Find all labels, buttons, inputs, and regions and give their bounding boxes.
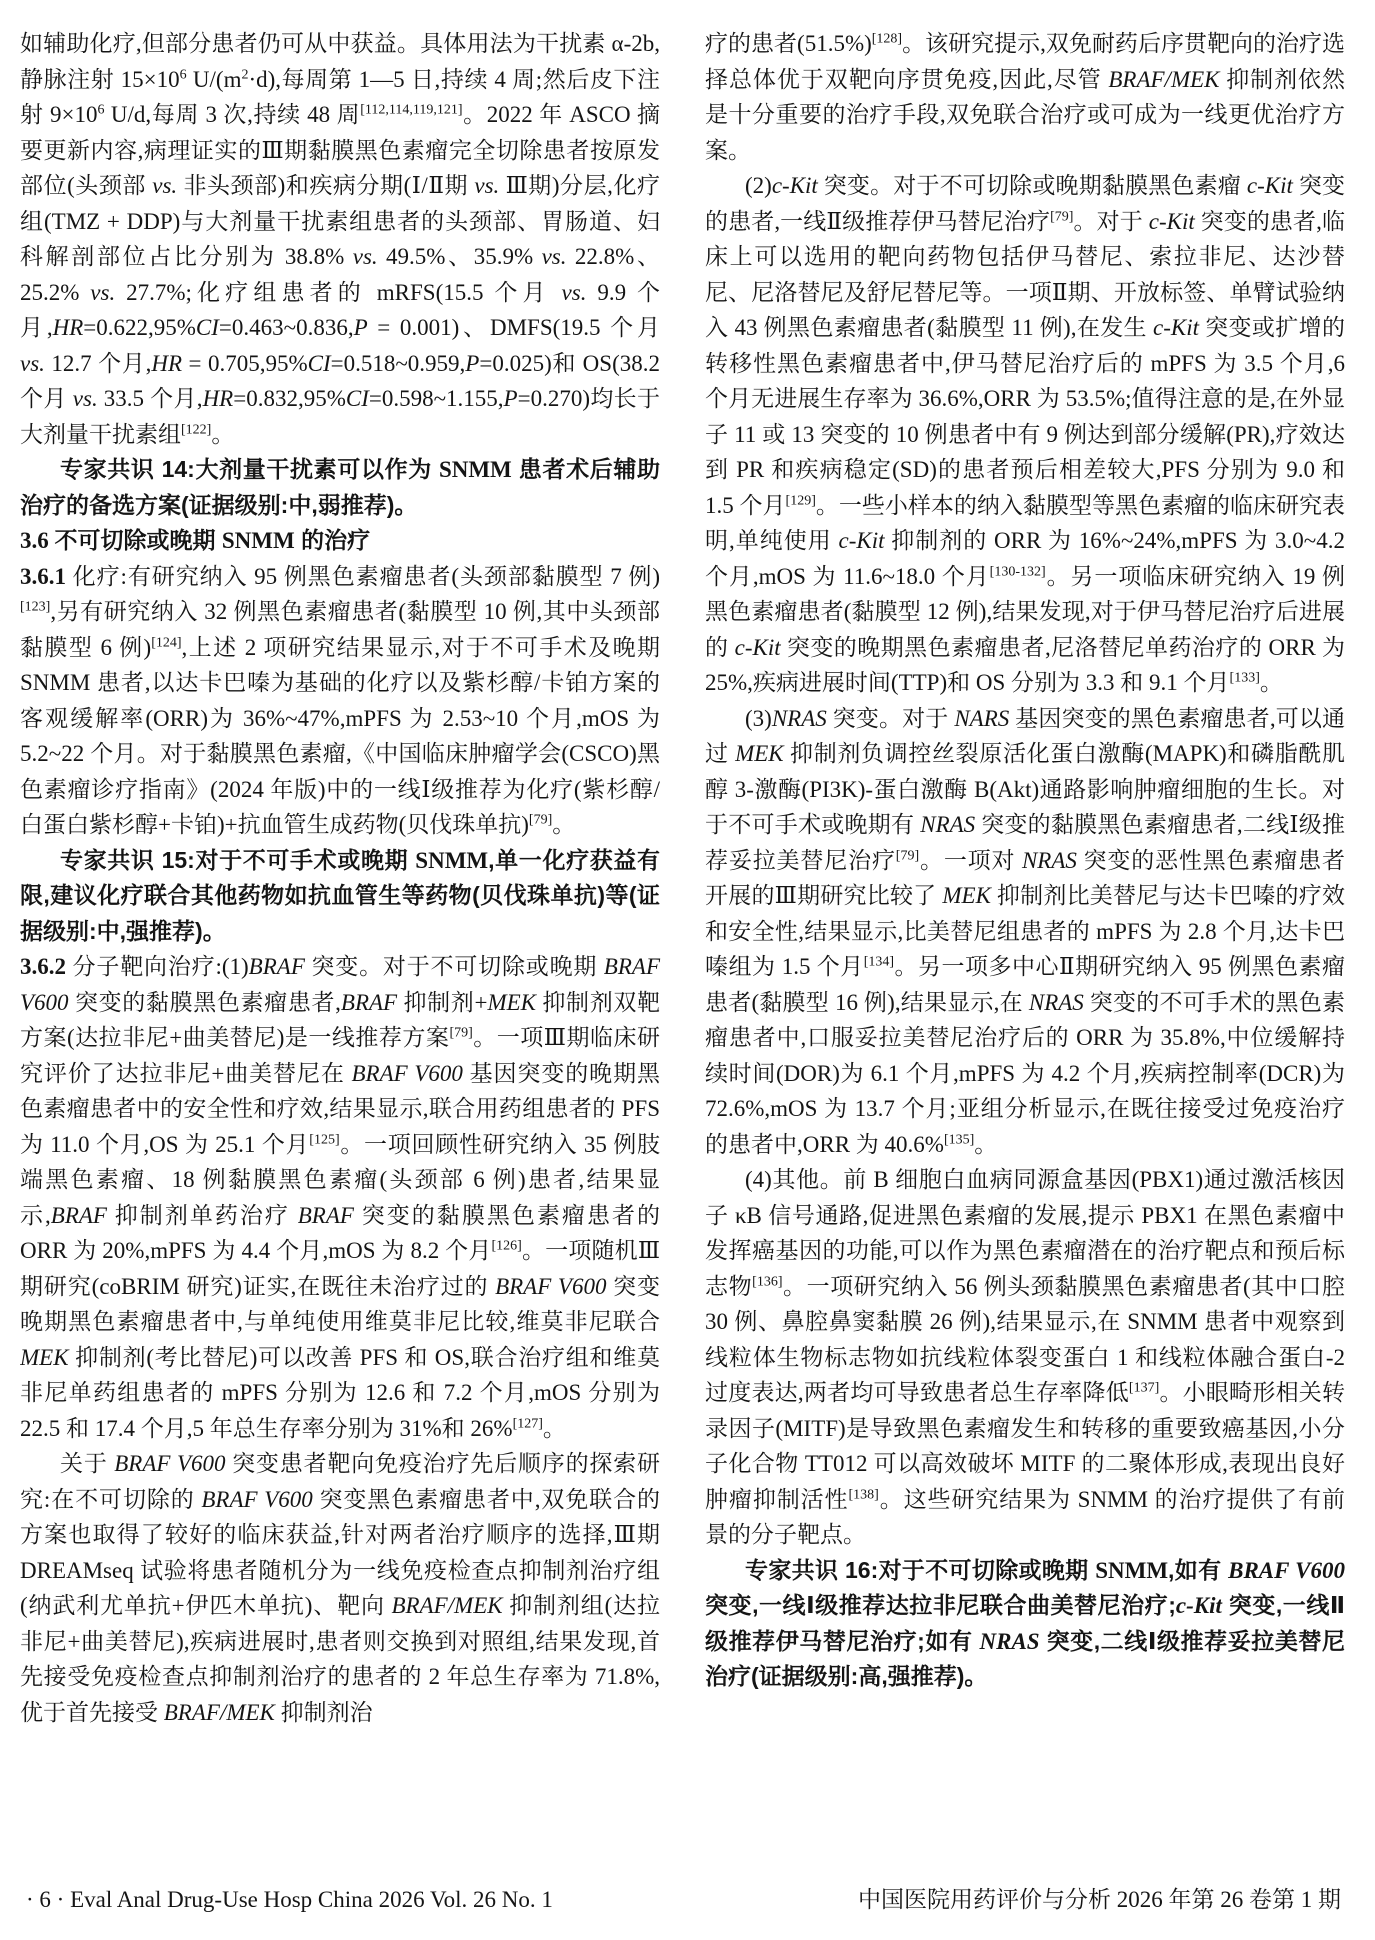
text-run: 。另一项临床研究纳入 19 例黑色素瘤患者(黏膜型 12 例),结果发现,对于伊马替尼治疗后进展的	[705, 563, 1345, 660]
text-run: vs.	[152, 173, 178, 198]
text-run: 非头颈部)和疾病分期(Ⅰ/Ⅱ期	[177, 173, 475, 198]
text-run: NRAS	[920, 812, 976, 837]
text-run: BRAF V600	[114, 1451, 226, 1476]
text-run: MEK	[20, 1344, 69, 1370]
text-run: =0.598~1.155,	[368, 386, 504, 411]
text-run: 。一项回顾性研究纳入 35 例肢端黑色素瘤、18 例黏膜黑色素瘤(头颈部 6 例)患者,结果显示,	[20, 1131, 660, 1228]
text-run: MEK	[735, 741, 784, 766]
text-run: =0.463~0.836,	[218, 315, 354, 340]
text-run: CI	[345, 386, 369, 411]
text-run: 基因突变的黑色素瘤患者,可以通过	[705, 705, 1345, 766]
text-run: HR	[202, 386, 234, 411]
text-run: NRAS	[979, 1628, 1040, 1654]
text-run: =0.518~0.959,	[330, 350, 466, 376]
citation-reference: [129]	[785, 492, 816, 508]
text-run: 抑制剂依然是十分重要的治疗手段,双免联合治疗或可成为一线更优治疗方案。	[705, 66, 1345, 163]
text-run: 疗的患者(51.5%)	[705, 31, 872, 56]
citation-reference: [79]	[449, 1025, 473, 1041]
text-run: vs.	[561, 279, 587, 305]
text-run: 专家共识 15:对于不可手术或晚期	[60, 846, 416, 873]
text-run: HR	[151, 350, 183, 376]
text-run: 。一些小样本的纳入黏膜型等黑色素瘤的临床研究表明,单纯使用	[705, 492, 1345, 553]
text-run: 。	[974, 1131, 998, 1157]
text-run: 。	[552, 812, 576, 837]
footer-right-journal-info: 中国医院用药评价与分析 2026 年第 26 卷第 1 期	[858, 1887, 1341, 1912]
text-run: BRAF	[340, 989, 398, 1015]
text-run: 。小眼畸形相关转录因子(MITF)是导致黑色素瘤发生和转移的重要致癌基因,小分子化合物 TT012 可以高效破坏 MITF 的二聚体形成,表现出良好肿瘤抑制活性	[705, 1380, 1345, 1512]
text-run: BRAF V600	[495, 1273, 607, 1299]
text-run: 如辅助化疗,但部分患者仍可从中获益。具体用法为干扰素 α-2b,静脉注射 15×10	[20, 31, 660, 92]
text-run: 抑制剂的 ORR 为 16%~24%,mPFS 为 3.0~4.2 个月,mOS 为 11.6~18.0 个月	[705, 528, 1345, 589]
text-run: 突变黑色素瘤患者中,双免联合的方案也取得了较好的临床获益,针对两者治疗顺序的选择,Ⅲ期 DREAMseq 试验将患者随机分为一线免疫检查点抑制剂治疗组(纳武利尤单抗+伊匹木单抗)、靶向	[20, 1486, 661, 1618]
footer-left-journal-info: · 6 · Eval Anal Drug-Use Hosp China 2026 Vol. 26 No. 1	[26, 1887, 553, 1912]
text-run: 12.7 个月,	[44, 350, 152, 376]
text-run: c-Kit	[1153, 315, 1200, 340]
text-run: 。2022 年 ASCO 摘要更新内容,病理证实的Ⅲ期黏膜黑色素瘤完全切除患者按原发部位(头颈部	[20, 102, 660, 198]
text-run: ,单一化疗获益有限,建议化疗联合其他药物如抗血管生等药物(贝伐珠单抗)等(证据级别:中,强推荐)。	[20, 846, 661, 944]
citation-reference: [79]	[895, 847, 920, 863]
text-run: P	[503, 386, 518, 411]
text-run: CI	[307, 350, 331, 376]
text-run: 突变。对于不可切除或晚期黏膜黑色素瘤	[817, 173, 1247, 198]
text-run: HR	[52, 315, 84, 340]
two-column-text-block	[20, 26, 1345, 1873]
text-run: (4)其他。前 B 细胞白血病同源盒基因(PBX1)通过激活核因子 κB 信号通路,促进黑色素瘤的发展,提示 PBX1 在黑色素瘤中发挥癌基因的功能,可以作为黑色素瘤潜在的治疗靶点和预后标志物	[705, 1167, 1345, 1299]
text-run: 2	[241, 66, 249, 82]
text-run: 突变的黏膜黑色素瘤患者的 ORR 为 20%,mPFS 为 4.4 个月,mOS 为 8.2 个月	[20, 1202, 661, 1263]
text-run: SNMM	[1095, 1557, 1169, 1583]
text-run: ·d),每周第 1—5 日,持续 4 周;然后皮下注射 9×10	[20, 66, 660, 127]
text-run: 突变的黏膜黑色素瘤患者,二线Ⅰ级推荐妥拉美替尼治疗	[705, 812, 1345, 873]
text-run: 抑制剂双靶方案(达拉非尼+曲美替尼)是一线推荐方案	[20, 989, 661, 1050]
text-run: SNMM	[221, 528, 295, 553]
text-run: 抑制剂单药治疗	[106, 1202, 298, 1228]
consensus-statement	[20, 843, 660, 950]
text-run: 突变的患者,一线Ⅱ级推荐伊马替尼治疗	[705, 173, 1345, 234]
text-run: 6	[97, 102, 105, 118]
text-run: 抑制剂比美替尼与达卡巴嗪的疗效和安全性,结果显示,比美替尼组患者的 mPFS 为 2.8 个月,达卡巴嗪组为 1.5 个月	[705, 883, 1345, 979]
text-run: 22.8%、25.2%	[20, 244, 660, 305]
text-run: BRAF	[50, 1202, 107, 1228]
text-run: ,另有研究纳入 32 例黑色素瘤患者(黏膜型 10 例,其中头颈部黏膜型 6 例)	[20, 599, 660, 660]
text-run: vs.	[90, 279, 116, 305]
text-run: BRAF V600	[1228, 1557, 1345, 1583]
text-run: 关于	[60, 1451, 115, 1476]
citation-reference: [79]	[1050, 208, 1074, 224]
text-run: =0.025)和 OS(38.2 个月	[20, 350, 660, 411]
text-run: 患者术后辅助治疗的备选方案(证据级别:中,弱推荐)。	[20, 456, 661, 518]
text-run: 突变的晚期黑色素瘤患者,尼洛替尼单药治疗的 ORR 为 25%,疾病进展时间(TTP)和 OS 分别为 3.3 和 9.1 个月	[705, 634, 1345, 695]
citation-reference: [79]	[528, 812, 553, 828]
right-column	[705, 26, 1345, 1873]
text-run: 。一项对	[919, 847, 1022, 873]
citation-reference: [124]	[151, 634, 182, 650]
text-run: U/(m	[186, 66, 242, 92]
text-run: 突变的不可手术的黑色素瘤患者中,口服妥拉美替尼治疗后的 ORR 为 35.8%,中位缓解持续时间(DOR)为 6.1 个月,mPFS 为 4.2 个月,疾病控制率(DCR)为 72.6%,mOS 为 13.7 个月;亚组分析显示,在既往接受过免疫治疗的患者中,ORR 为 40.6%	[705, 989, 1345, 1157]
body-paragraph	[20, 1446, 660, 1730]
body-paragraph	[20, 559, 660, 843]
text-run: 化疗:有研究纳入 95 例黑色素瘤患者(头颈部黏膜型 7 例)	[66, 563, 660, 589]
text-run: BRAF	[297, 1202, 354, 1228]
text-run: =0.832,95%	[233, 386, 346, 411]
text-run: 。一项随机Ⅲ期研究(coBRIM 研究)证实,在既往未治疗过的	[20, 1238, 660, 1299]
text-run: 。	[211, 421, 235, 447]
text-run: 3.6	[20, 528, 49, 553]
text-run: vs.	[352, 244, 378, 269]
page-footer	[20, 1881, 1345, 1924]
citation-reference: [112,114,119,121]	[360, 102, 463, 118]
text-run: c-Kit	[1148, 208, 1195, 234]
text-run: c-Kit	[1175, 1593, 1222, 1618]
text-run: vs.	[541, 244, 567, 269]
text-run: 。这些研究结果为 SNMM 的治疗提供了有前景的分子靶点。	[705, 1486, 1345, 1547]
text-run: SNMM	[438, 457, 512, 482]
text-run: vs.	[72, 386, 98, 411]
citation-reference: [135]	[943, 1131, 975, 1147]
body-paragraph	[705, 701, 1345, 1163]
text-run: 突变或扩增的转移性黑色素瘤患者中,伊马替尼治疗后的 mPFS 为 3.5 个月,6 个月无进展生存率为 36.6%,ORR 为 53.5%;值得注意的是,在外显子 11 或 13 突变的 10 例患者中有 9 例达到部分缓解(PR),疗效达到 PR 和疾病稳定(SD)的患者预后相差较大,PFS 分别为 9.0 和 1.5 个月	[705, 315, 1345, 518]
citation-reference: [128]	[871, 31, 903, 47]
citation-reference: [137]	[1128, 1380, 1160, 1396]
text-run: BRAF V600	[351, 1060, 463, 1086]
text-run: 3.6.1	[20, 563, 66, 589]
text-run: 抑制剂+	[397, 989, 488, 1015]
citation-reference: [122]	[181, 421, 212, 437]
text-run: =0.622,95%	[83, 315, 196, 340]
text-run: 突变,一线Ⅱ级推荐伊马替尼治疗;如有	[705, 1592, 1345, 1654]
left-column	[20, 26, 660, 1873]
text-run: =0.270)均长于大剂量干扰素组	[20, 386, 661, 447]
text-run: c-Kit	[1246, 173, 1293, 198]
text-run: 突变的恶性黑色素瘤患者开展的Ⅲ期研究比较了	[705, 847, 1345, 908]
text-run: ,上述 2 项研究结果显示,对于不可手术及晚期 SNMM 患者,以达卡巴嗪为基础的化疗以及紫杉醇/卡铂方案的客观缓解率(ORR)为 36%~47%,mPFS 为 2.53~10 个月,mOS 为 5.2~22 个月。对于黏膜黑色素瘤,《中国临床肿瘤学会(CSCO)黑色素瘤诊疗指南》(2024 年版)中的一线Ⅰ级推荐为化疗(紫杉醇/白蛋白紫杉醇+卡铂)+抗血管生成药物(贝伐珠单抗)	[20, 634, 660, 837]
text-run: 突变,一线Ⅰ级推荐达拉非尼联合曲美替尼治疗;	[705, 1592, 1176, 1618]
body-paragraph	[705, 1162, 1345, 1553]
text-run: MEK	[942, 883, 991, 908]
text-run: BRAF V600	[201, 1486, 313, 1512]
text-run: 突变患者靶向免疫治疗先后顺序的探索研究:在不可切除的	[20, 1451, 661, 1512]
text-run: BRAF/MEK	[1108, 66, 1220, 92]
text-run: P	[465, 350, 480, 376]
citation-reference: [134]	[863, 954, 895, 970]
text-run: 抑制剂治	[274, 1699, 373, 1725]
citation-reference: [126]	[491, 1238, 522, 1254]
text-run: BRAF/MEK	[391, 1593, 503, 1618]
citation-reference: [130-132]	[989, 563, 1046, 579]
text-run: 27.7%;化疗组患者的 mRFS(15.5 个月	[115, 279, 562, 305]
citation-reference: [138]	[848, 1486, 879, 1502]
text-run: c-Kit	[771, 173, 818, 198]
text-run: Ⅲ期)分层,化疗组(TMZ + DDP)与大剂量干扰素组患者的头颈部、胃肠道、妇科解剖部位占比分别为 38.8%	[20, 173, 660, 269]
text-run: 抑制剂组(达拉非尼+曲美替尼),疾病进展时,患者则交换到对照组,结果发现,首先接受免疫检查点抑制剂治疗的患者的 2 年总生存率为 71.8%,优于首先接受	[20, 1593, 660, 1725]
consensus-statement	[20, 452, 660, 523]
text-run: (2)	[745, 173, 772, 198]
text-run: 分子靶向治疗:(1)	[66, 954, 249, 979]
text-run: = 0.705,95%	[182, 350, 308, 376]
text-run: 突变晚期黑色素瘤患者中,与单纯使用维莫非尼比较,维莫非尼联合	[20, 1273, 661, 1334]
text-run: SNMM	[415, 847, 489, 873]
body-paragraph	[705, 26, 1345, 168]
text-run: 突变。对于不可切除或晚期	[304, 954, 604, 979]
text-run: 。	[542, 1415, 566, 1441]
text-run: NRAS	[1028, 989, 1084, 1015]
text-run: 。一项Ⅲ期临床研究评价了达拉非尼+曲美替尼在	[20, 1025, 660, 1086]
text-run: (3)	[745, 705, 772, 731]
body-paragraph	[705, 168, 1345, 701]
text-run: 专家共识 14:大剂量干扰素可以作为	[60, 456, 439, 482]
text-run: 9.9 个月,	[20, 279, 660, 340]
text-run: = 0.001)、DMFS(19.5 个月	[367, 315, 660, 340]
text-run: 。	[1259, 670, 1283, 695]
consensus-statement	[705, 1553, 1345, 1695]
text-run: 专家共识 16:对于不可切除或晚期	[745, 1556, 1096, 1583]
citation-reference: [133]	[1229, 670, 1260, 686]
section-heading	[20, 523, 660, 559]
text-run: vs.	[20, 350, 45, 376]
text-run: MEK	[487, 989, 536, 1015]
text-run: BRAF	[248, 954, 305, 979]
text-run: CI	[195, 315, 219, 340]
text-run: 。对于	[1073, 208, 1149, 234]
text-run: NRAS	[771, 705, 827, 731]
citation-reference: [136]	[752, 1273, 783, 1289]
text-run: 抑制剂负调控丝裂原活化蛋白激酶(MAPK)和磷脂酰肌醇 3-激酶(PI3K)-蛋白激酶 B(Akt)通路影响肿瘤细胞的生长。对于不可手术或晚期有	[705, 741, 1345, 837]
citation-reference: [125]	[309, 1131, 340, 1147]
citation-reference: [127]	[512, 1415, 543, 1431]
text-run: 3.6.2	[20, 954, 66, 979]
text-run: 突变的患者,临床上可以选用的靶向药物包括伊马替尼、索拉非尼、达沙替尼、尼洛替尼及舒尼替尼等。一项Ⅱ期、开放标签、单臂试验纳入 43 例黑色素瘤患者(黏膜型 11 例),在发生	[705, 208, 1345, 340]
text-run: P	[353, 315, 368, 340]
text-run: 突变。对于	[826, 705, 955, 731]
text-run: ,如有	[1168, 1556, 1229, 1583]
citation-reference: [123]	[20, 599, 51, 615]
text-run: BRAF V600	[20, 954, 660, 1015]
text-run: U/d,每周 3 次,持续 48 周	[104, 102, 361, 127]
text-run: 突变的黏膜黑色素瘤患者,	[68, 989, 341, 1015]
text-run: c-Kit	[734, 634, 781, 660]
text-run: 33.5 个月,	[97, 386, 203, 411]
text-run: 抑制剂(考比替尼)可以改善 PFS 和 OS,联合治疗组和维莫非尼单药组患者的 mPFS 分别为 12.6 和 7.2 个月,mOS 分别为 22.5 和 17.4 个月,5 年总生存率分别为 31%和 26%	[20, 1344, 660, 1441]
text-run: c-Kit	[838, 528, 885, 553]
text-run: 。一项研究纳入 56 例头颈黏膜黑色素瘤患者(其中口腔 30 例、鼻腔鼻窦黏膜 26 例),结果显示,在 SNMM 患者中观察到线粒体生物标志物如抗线粒体裂变蛋白 1 和线粒体融合蛋白-2 过度表达,两者均可导致患者总生存率降低	[705, 1273, 1345, 1405]
body-paragraph	[20, 949, 660, 1446]
text-run: 。该研究提示,双免耐药后序贯靶向的治疗选择总体优于双靶向序贯免疫,因此,尽管	[705, 31, 1345, 92]
body-paragraph	[20, 26, 660, 452]
text-run: NRAS	[1021, 847, 1077, 873]
text-run: 基因突变的晚期黑色素瘤患者中的安全性和疗效,结果显示,联合用药组患者的 PFS 为 11.0 个月,OS 为 25.1 个月	[20, 1060, 660, 1157]
text-run: 不可切除或晚期	[54, 527, 222, 553]
text-run: 6	[179, 66, 187, 82]
text-run: BRAF/MEK	[163, 1699, 275, 1725]
text-run: 。另一项多中心Ⅱ期研究纳入 95 例黑色素瘤患者(黏膜型 16 例),结果显示,在	[705, 954, 1345, 1015]
text-run: vs.	[474, 173, 500, 198]
text-run: NARS	[954, 705, 1010, 731]
text-run: 的治疗	[294, 527, 371, 553]
text-run: 49.5%、35.9%	[377, 244, 542, 269]
text-run: 突变,二线Ⅰ级推荐妥拉美替尼治疗(证据级别:高,强推荐)。	[705, 1627, 1345, 1689]
